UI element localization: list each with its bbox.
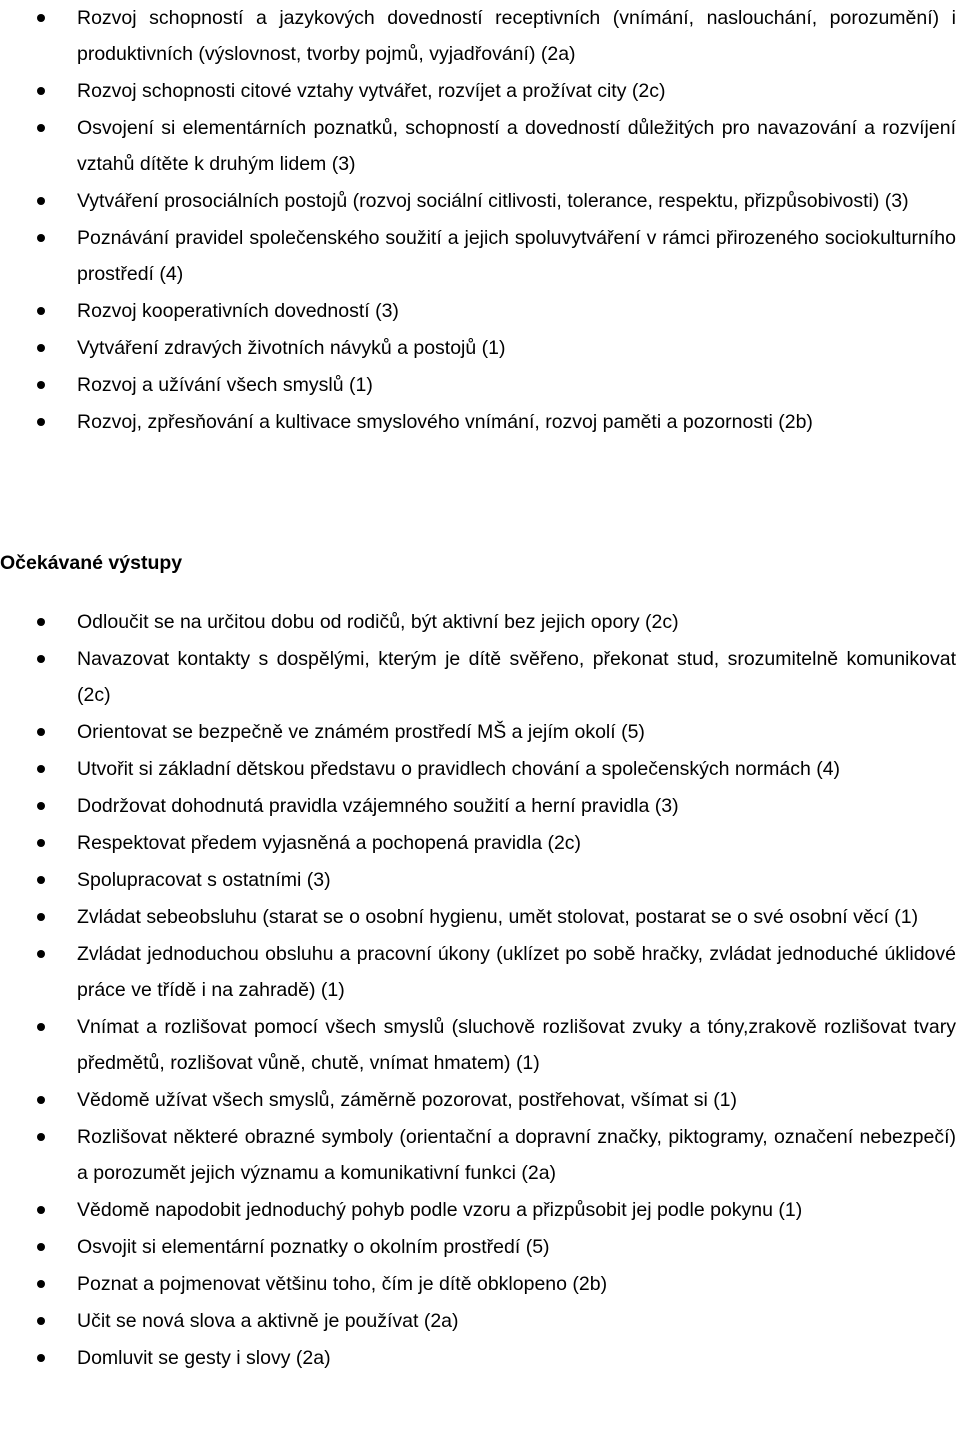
bullet-icon <box>37 1354 45 1362</box>
list-item <box>0 641 960 713</box>
bullet-icon <box>37 418 45 426</box>
list-item-text: Spolupracovat s ostatními (3) <box>77 869 331 891</box>
list-item-text: Poznávání pravidel společenského soužití a jejich spoluvytváření v rámci přirozeného sociokulturního prostředí (4) <box>77 227 956 285</box>
list-item-text: Zvládat jednoduchou obsluhu a pracovní úkony (uklízet po sobě hračky, zvládat jednoduché úklidové práce ve třídě i na zahradě) (1) <box>77 943 956 1001</box>
list-item <box>0 367 960 403</box>
list-item <box>0 1303 960 1339</box>
bullet-icon <box>37 1280 45 1288</box>
bullet-icon <box>37 765 45 773</box>
list-item <box>0 751 960 787</box>
bullet-icon <box>37 802 45 810</box>
list-item <box>0 330 960 366</box>
list-item <box>0 110 960 182</box>
bullet-icon <box>37 1317 45 1325</box>
list-item <box>0 899 960 935</box>
list-item-text: Osvojit si elementární poznatky o okolním prostředí (5) <box>77 1236 550 1258</box>
list-item-text: Vnímat a rozlišovat pomocí všech smyslů (sluchově rozlišovat zvuky a tóny,zrakově rozlišovat tvary předmětů, rozlišovat vůně, chutě, vnímat hmatem) (1) <box>77 1016 956 1074</box>
list-item <box>0 825 960 861</box>
list-item <box>0 0 960 72</box>
list-item <box>0 1266 960 1302</box>
list-item <box>0 1229 960 1265</box>
bullet-icon <box>37 1243 45 1251</box>
list-item-text: Osvojení si elementárních poznatků, schopností a dovedností důležitých pro navazování a rozvíjení vztahů dítěte k druhým lidem (3) <box>77 117 956 175</box>
bullet-icon <box>37 14 45 22</box>
bullet-icon <box>37 197 45 205</box>
list-item <box>0 1119 960 1191</box>
list-item <box>0 1082 960 1118</box>
expected-outcomes-list <box>0 604 960 1377</box>
section-heading: Očekávané výstupy <box>0 552 183 574</box>
list-item-text: Učit se nová slova a aktivně je používat (2a) <box>77 1310 459 1332</box>
list-item-text: Rozvoj kooperativních dovedností (3) <box>77 300 399 322</box>
bullet-icon <box>37 124 45 132</box>
bullet-icon <box>37 344 45 352</box>
list-item <box>0 404 960 440</box>
list-item <box>0 1340 960 1376</box>
educational-goals-list <box>0 0 960 441</box>
list-item-text: Zvládat sebeobsluhu (starat se o osobní hygienu, umět stolovat, postarat se o své osobní věcí (1) <box>77 906 919 928</box>
bullet-icon <box>37 234 45 242</box>
list-item <box>0 220 960 292</box>
list-item-text: Vědomě napodobit jednoduchý pohyb podle vzoru a přizpůsobit jej podle pokynu (1) <box>77 1199 803 1221</box>
bullet-icon <box>37 839 45 847</box>
bullet-icon <box>37 1096 45 1104</box>
list-item <box>0 604 960 640</box>
list-item-text: Navazovat kontakty s dospělými, kterým je dítě svěřeno, překonat stud, srozumitelně komunikovat (2c) <box>77 648 956 706</box>
bullet-icon <box>37 728 45 736</box>
bullet-icon <box>37 913 45 921</box>
list-item <box>0 1009 960 1081</box>
list-item <box>0 862 960 898</box>
bullet-icon <box>37 307 45 315</box>
list-item <box>0 788 960 824</box>
bullet-icon <box>37 655 45 663</box>
list-item <box>0 293 960 329</box>
list-item-text: Domluvit se gesty i slovy (2a) <box>77 1347 331 1369</box>
bullet-icon <box>37 381 45 389</box>
list-item <box>0 183 960 219</box>
list-item-text: Respektovat předem vyjasněná a pochopená pravidla (2c) <box>77 832 582 854</box>
list-item-text: Utvořit si základní dětskou představu o pravidlech chování a společenských normách (4) <box>77 758 841 780</box>
list-item-text: Rozvoj a užívání všech smyslů (1) <box>77 374 373 396</box>
list-item-text: Odloučit se na určitou dobu od rodičů, být aktivní bez jejich opory (2c) <box>77 611 679 633</box>
list-item-text: Rozvoj, zpřesňování a kultivace smyslového vnímání, rozvoj paměti a pozornosti (2b) <box>77 411 813 433</box>
list-item-text: Vědomě užívat všech smyslů, záměrně pozorovat, postřehovat, všímat si (1) <box>77 1089 738 1111</box>
bullet-icon <box>37 876 45 884</box>
list-item-text: Rozvoj schopnosti citové vztahy vytvářet, rozvíjet a prožívat city (2c) <box>77 80 666 102</box>
list-item-text: Vytváření zdravých životních návyků a postojů (1) <box>77 337 506 359</box>
list-item-text: Orientovat se bezpečně ve známém prostředí MŠ a jejím okolí (5) <box>77 721 645 743</box>
list-item <box>0 1192 960 1228</box>
bullet-icon <box>37 1023 45 1031</box>
list-item-text: Rozvoj schopností a jazykových dovedností receptivních (vnímání, naslouchání, porozumění) i produktivních (výslovnost, tvorby pojmů, vyjadřování) (2a) <box>77 7 956 65</box>
bullet-icon <box>37 1206 45 1214</box>
bullet-icon <box>37 618 45 626</box>
list-item <box>0 936 960 1008</box>
list-item <box>0 73 960 109</box>
list-item-text: Dodržovat dohodnutá pravidla vzájemného soužití a herní pravidla (3) <box>77 795 679 817</box>
list-item-text: Poznat a pojmenovat většinu toho, čím je dítě obklopeno (2b) <box>77 1273 608 1295</box>
bullet-icon <box>37 1133 45 1141</box>
list-item-text: Rozlišovat některé obrazné symboly (orientační a dopravní značky, piktogramy, označení nebezpečí) a porozumět jejich významu a komunikativní funkci (2a) <box>77 1126 956 1184</box>
bullet-icon <box>37 87 45 95</box>
list-item <box>0 714 960 750</box>
bullet-icon <box>37 950 45 958</box>
list-item-text: Vytváření prosociálních postojů (rozvoj sociální citlivosti, tolerance, respektu, přizpůsobivosti) (3) <box>77 190 909 212</box>
